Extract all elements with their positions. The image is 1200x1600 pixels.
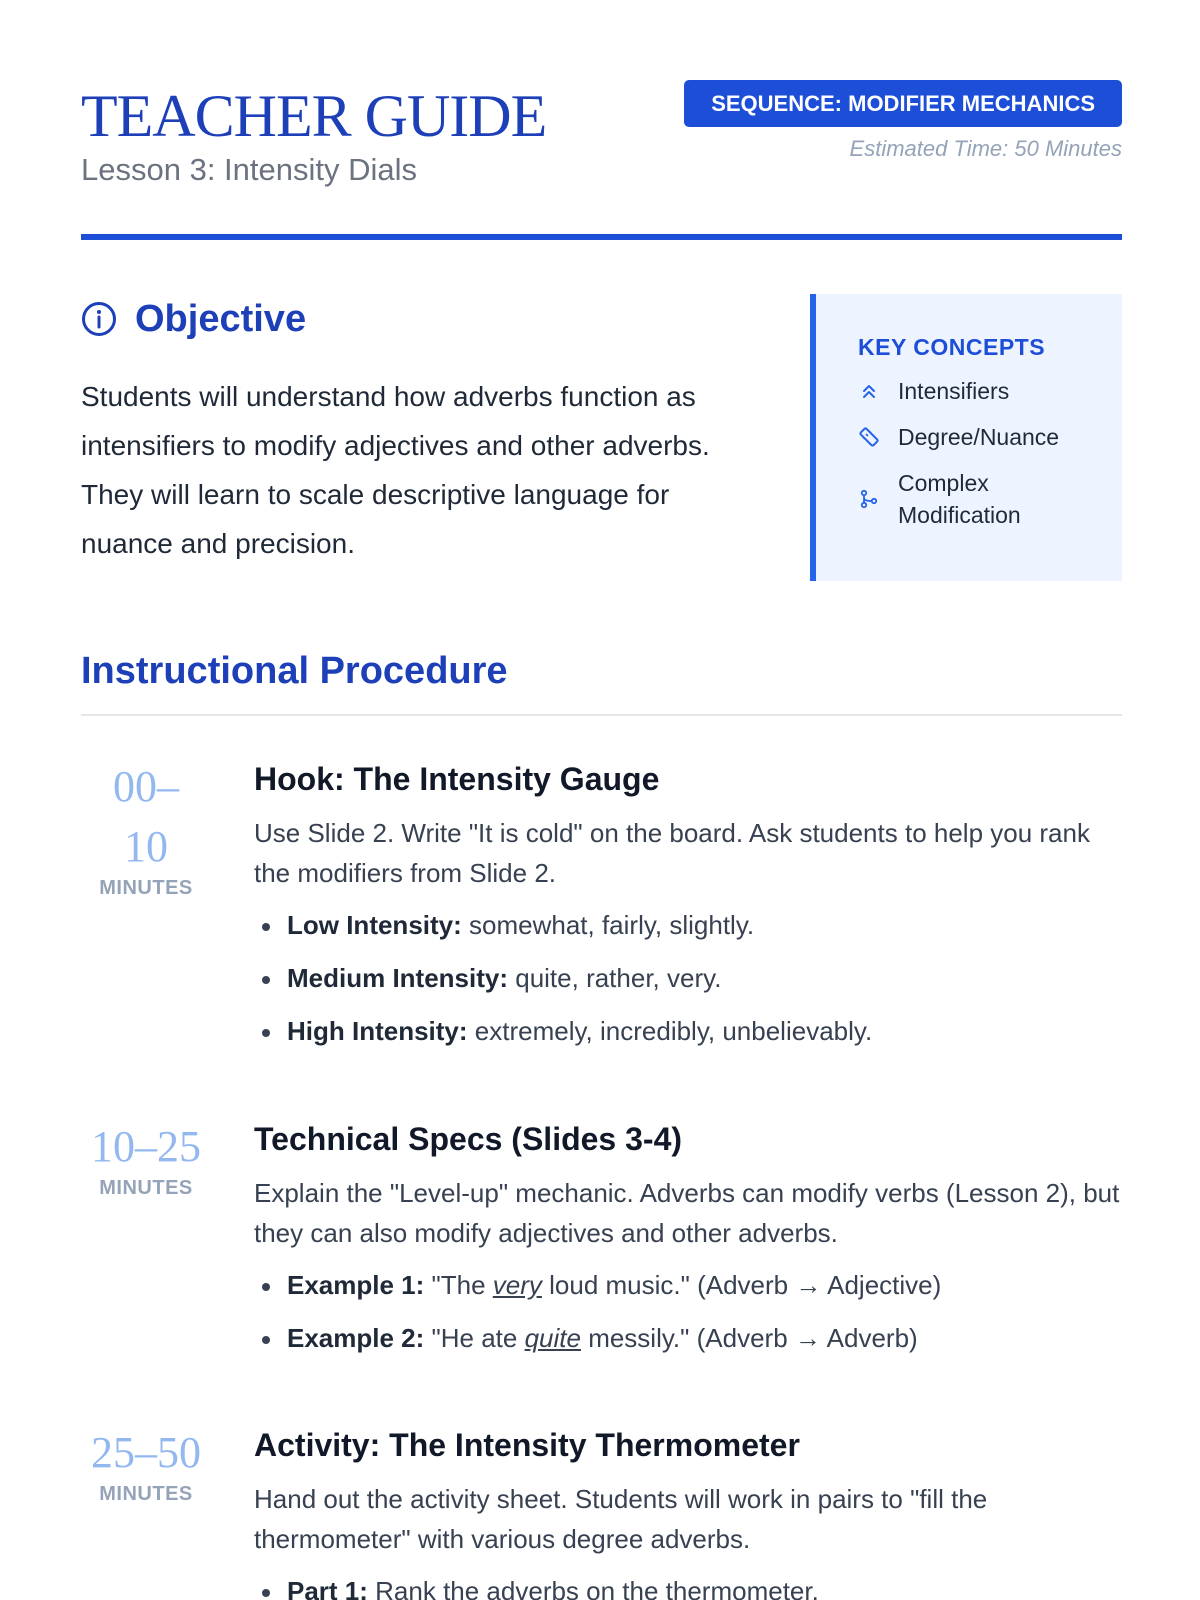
step-content <box>254 757 1122 1066</box>
branch-icon <box>858 488 880 510</box>
list-item: High Intensity: extremely, incredibly, unbelievably. <box>254 1013 1122 1049</box>
objective-heading <box>81 294 761 344</box>
header-divider <box>81 234 1122 240</box>
ruler-icon <box>858 426 880 448</box>
concept-item <box>858 375 1092 407</box>
objective-section <box>81 294 761 568</box>
time-block <box>81 1423 211 1506</box>
lesson-subtitle: Lesson 3: Intensity Dials <box>81 152 418 187</box>
step-description: Explain the "Level-up" mechanic. Adverbs can modify verbs (Lesson 2), but they can also modify adjectives and other adverbs. <box>254 1178 1120 1248</box>
time-unit: MINUTES <box>99 1177 193 1199</box>
list-item: Part 1: Rank the adverbs on the thermometer. <box>254 1573 1122 1600</box>
step-description: Use Slide 2. Write "It is cold" on the board. Ask students to help you rank the modifiers from Slide 2. <box>254 818 1090 888</box>
list-item: Example 1: "The very loud music." (Adverb → Adjective) <box>254 1267 1122 1303</box>
page-title: TEACHER GUIDE <box>81 83 547 149</box>
list-item: Medium Intensity: quite, rather, very. <box>254 960 1122 996</box>
sequence-badge: SEQUENCE: MODIFIER MECHANICS <box>684 80 1122 127</box>
procedure-divider <box>81 714 1122 716</box>
key-concepts-title: KEY CONCEPTS <box>858 334 1046 360</box>
procedure-title: Instructional Procedure <box>81 650 508 692</box>
objective-text: Students will understand how adverbs function as intensifiers to modify adjectives and other adverbs. They will learn to scale descriptive language for nuance and precision. <box>81 381 710 559</box>
step-title: Hook: The Intensity Gauge <box>254 761 660 797</box>
list-item: Low Intensity: somewhat, fairly, slightly. <box>254 907 1122 943</box>
time-block <box>81 757 211 900</box>
concept-label: Complex Modification <box>898 470 1021 528</box>
step-bullets <box>254 1573 1122 1600</box>
time-block <box>81 1117 211 1200</box>
concept-label: Intensifiers <box>898 378 1010 404</box>
header <box>81 80 1122 240</box>
double-chevron-up-icon <box>858 380 880 402</box>
step-examples <box>254 1267 1122 1356</box>
objective-title: Objective <box>135 297 307 340</box>
key-concepts-box <box>810 294 1122 581</box>
info-circle-icon <box>81 301 117 337</box>
step-description: Hand out the activity sheet. Students will work in pairs to "fill the thermometer" with various degree adverbs. <box>254 1484 988 1554</box>
step-bullets <box>254 907 1122 1049</box>
step-content <box>254 1423 1122 1600</box>
concept-item <box>858 421 1092 453</box>
time-range: 00–10 <box>113 762 179 871</box>
step-title: Technical Specs (Slides 3-4) <box>254 1121 683 1157</box>
concept-label: Degree/Nuance <box>898 424 1060 450</box>
concept-item <box>858 467 1092 531</box>
time-range: 25–50 <box>91 1428 201 1477</box>
teacher-guide-page <box>81 0 1122 1600</box>
estimated-time: Estimated Time: 50 Minutes <box>849 136 1122 161</box>
list-item: Example 2: "He ate quite messily." (Adverb → Adverb) <box>254 1320 1122 1356</box>
time-unit: MINUTES <box>99 877 193 899</box>
step-content <box>254 1117 1122 1373</box>
time-range: 10–25 <box>91 1122 201 1171</box>
time-unit: MINUTES <box>99 1483 193 1505</box>
step-title: Activity: The Intensity Thermometer <box>254 1427 800 1463</box>
